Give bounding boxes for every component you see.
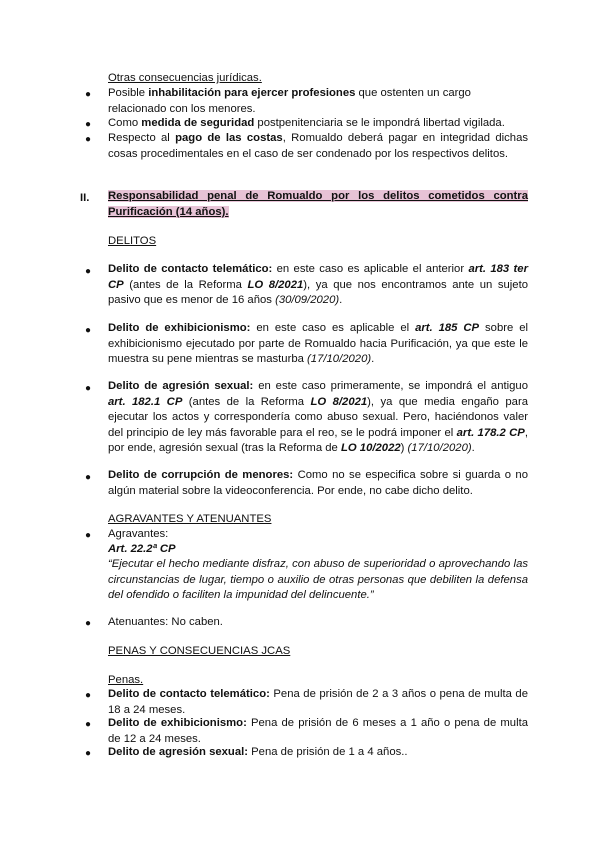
bullet-icon: ● <box>85 530 92 541</box>
pena-item: Delito de exhibicionismo: Pena de prisión de 6 meses a 1 año o pena de multa de 12 a 24 meses. <box>108 717 528 745</box>
subheading-agravantes: AGRAVANTES Y ATENUANTES <box>108 513 272 525</box>
delito-item: Delito de contacto telemático: en este caso es aplicable el anterior art. 183 ter CP (antes de la Reforma LO 8/2021), ya que nos encontramos ante un sujeto pasivo que es menor de 16 años (30/09/2020). <box>108 263 528 306</box>
bullet-icon: ● <box>85 119 92 130</box>
section-number: II. <box>80 192 90 204</box>
article-reference: Art. 22.2ª CP <box>108 543 176 555</box>
pena-item: Delito de contacto telemático: Pena de prisión de 2 a 3 años o pena de multa de 18 a 24 meses. <box>108 688 528 716</box>
pena-item: Delito de agresión sexual: Pena de prisión de 1 a 4 años.. <box>108 746 408 758</box>
bullet-icon: ● <box>85 89 92 100</box>
delito-item: Delito de exhibicionismo: en este caso es aplicable el art. 185 CP sobre el exhibicionismo ejecutado por parte de Romualdo hacia Purificación, ya que este le muestra su pene mientras se masturba (17/10/2020). <box>108 322 528 365</box>
bullet-icon: ● <box>85 266 92 277</box>
bullet-icon: ● <box>85 618 92 629</box>
subheading-delitos: DELITOS <box>108 235 157 247</box>
delito-item: Delito de agresión sexual: en este caso primeramente, se impondrá el antiguo art. 182.1 CP (antes de la Reforma LO 8/2021), ya que media engaño para ejecutar los actos y correspondería como abuso sexual. Pero, haciéndonos valer del principio de ley más favorable para el reo, se le podrá imponer el art. 178.2 CP, por ende, agresión sexual (tras la Reforma de LO 10/2022) (17/10/2020). <box>108 380 528 454</box>
subheading-otras-consecuencias: Otras consecuencias jurídicas. <box>108 72 262 84</box>
list-item: Posible inhabilitación para ejercer profesiones que ostenten un cargo relacionado con los menores. <box>108 87 471 115</box>
bullet-icon: ● <box>85 325 92 336</box>
bullet-icon: ● <box>85 748 92 759</box>
atenuantes-text: Atenuantes: No caben. <box>108 616 223 628</box>
bullet-icon: ● <box>85 690 92 701</box>
bullet-icon: ● <box>85 134 92 145</box>
bullet-icon: ● <box>85 383 92 394</box>
subheading-penas: PENAS Y CONSECUENCIAS JCAS <box>108 645 291 657</box>
list-item: Respecto al pago de las costas, Romualdo deberá pagar en integridad dichas cosas procedimentales en el caso de ser condenado por los respectivos delitos. <box>108 132 529 160</box>
agravantes-label: Agravantes: <box>108 528 169 540</box>
list-item: Como medida de seguridad postpenitenciaria se le impondrá libertad vigilada. <box>108 117 505 129</box>
delito-item: Delito de corrupción de menores: Como no se especifica sobre si guarda o no algún material sobre la videoconferencia. Por ende, no cabe dicho delito. <box>108 469 528 497</box>
section-title: Responsabilidad penal de Romualdo por los delitos cometidos contra Purificación (14 años). <box>108 190 528 218</box>
bullet-icon: ● <box>85 719 92 730</box>
article-quote: “Ejecutar el hecho mediante disfraz, con abuso de superioridad o aprovechando las circunstancias de lugar, tiempo o auxilio de otras personas que debiliten la defensa del ofendido o faciliten la impunidad del delincuente.” <box>108 558 528 601</box>
subheading-penas-sub: Penas. <box>108 674 144 686</box>
bullet-icon: ● <box>85 472 92 483</box>
